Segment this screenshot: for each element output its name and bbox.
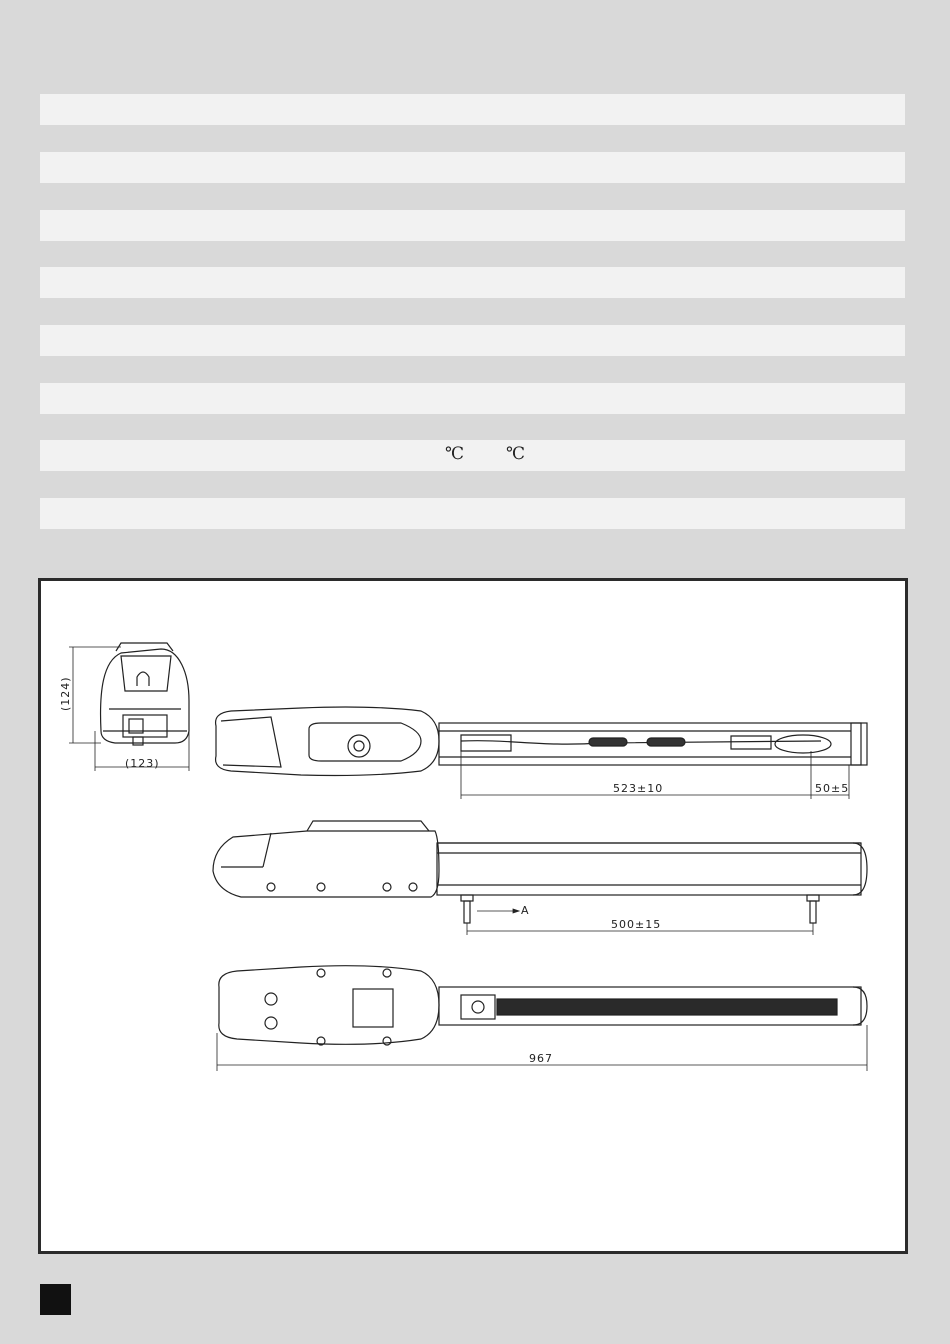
bottom-view [219, 966, 867, 1045]
end-offset-dimension: 50±5 [815, 782, 850, 795]
front-width-dimension: (123) [125, 757, 160, 770]
front-height-dimension: (124) [59, 676, 72, 711]
dimension-drawing [41, 581, 905, 1251]
spec-row-7 [40, 440, 905, 471]
spec-row-4 [40, 267, 905, 298]
spec-row-5 [40, 325, 905, 356]
top-view [216, 707, 867, 776]
spec-row-2 [40, 152, 905, 183]
dimension-drawing-frame [38, 578, 908, 1254]
spec-row-3 [40, 210, 905, 241]
spec-row-8 [40, 498, 905, 529]
front-view [101, 643, 189, 745]
spec-row-1 [40, 94, 905, 125]
temperature-unit-max: ℃ [506, 444, 526, 464]
temperature-unit-min: ℃ [445, 444, 465, 464]
bracket-spacing-dimension: 500±15 [611, 918, 662, 931]
side-view [213, 821, 867, 923]
stroke-dimension: 523±10 [613, 782, 664, 795]
detail-label-a: A [521, 904, 530, 917]
page-marker [40, 1284, 71, 1315]
overall-length-dimension: 967 [529, 1052, 553, 1065]
spec-row-6 [40, 383, 905, 414]
